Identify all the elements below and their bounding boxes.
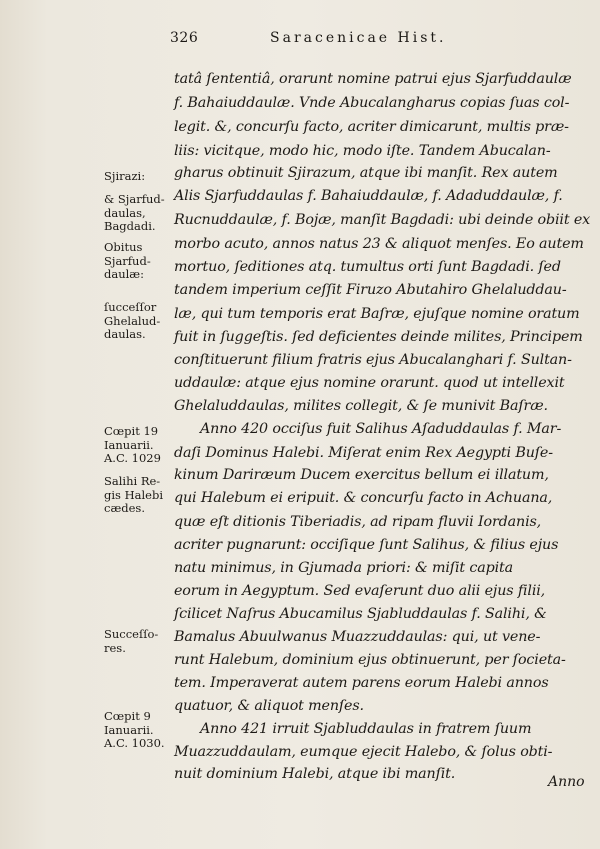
margin-note: ſucceſſor Ghelalud- daulas. [104, 300, 161, 341]
text-line: ſcilicet Naſrus Abucamilus Sjabluddaulas f. Salihi, & [174, 606, 547, 622]
text-line: gharus obtinuit Sjirazum, atque ibi manſit. Rex autem [174, 165, 558, 181]
text-line: fuit in ſuggeſtis. ſed deficientes deinde milites, Principem [174, 329, 583, 345]
text-line: Anno 421 irruit Sjabluddaulas in fratrem ſuum [200, 721, 532, 737]
text-line: qui Halebum ei eripuit. & concurſu facto in Achuana, [174, 490, 553, 506]
margin-note: Salihi Re- gis Halebi cædes. [104, 474, 164, 515]
margin-note: Cœpit 19 Ianuarii. A.C. 1029 [104, 424, 161, 465]
catchword: Anno [548, 774, 585, 790]
text-line: legit. &, concurſu facto, acriter dimicarunt, multis præ- [174, 119, 569, 135]
text-line: uddaulæ: atque ejus nomine orarunt. quod ut intellexit [174, 375, 565, 391]
text-line: runt Halebum, dominium ejus obtinuerunt, per ſocieta- [174, 652, 566, 668]
text-line: tem. Imperaverat autem parens eorum Halebi annos [174, 675, 549, 691]
text-line: conſtituerunt filium fratris ejus Abucalanghari f. Sultan- [174, 352, 572, 368]
text-line: Anno 420 occiſus fuit Salihus Aſaduddaulas f. Mar- [200, 421, 562, 437]
text-line: Rucnuddaulæ, f. Bojæ, manſit Bagdadi: ubi deinde obiit ex [174, 212, 591, 228]
text-line: quatuor, & aliquot menſes. [174, 698, 364, 714]
text-line: Alis Sjarfuddaulas f. Bahaiuddaulæ, f. Adaduddaulæ, f. [174, 188, 563, 204]
margin-note: Obitus Sjarfud- daulæ: [104, 240, 151, 281]
margin-note: Succeſſo- res. [104, 627, 159, 655]
text-line: kinum Dariræum Ducem exercitus bellum ei illatum, [174, 467, 549, 483]
margin-note: Cœpit 9 Ianuarii. A.C. 1030. [104, 709, 165, 750]
page-number: 326 [170, 30, 199, 46]
text-line: f. Bahaiuddaulæ. Vnde Abucalangharus copias ſuas col- [174, 95, 570, 111]
text-line: Bamalus Abuulwanus Muazzuddaulas: qui, ut vene- [174, 629, 541, 645]
text-line: tatâ ſententiâ, orarunt nomine patrui ejus Sjarfuddaulæ [174, 71, 572, 87]
text-line: natu minimus, in Gjumada priori: & miſit capita [174, 560, 513, 576]
margin-note: Sjirazi: [104, 169, 146, 183]
text-line: eorum in Aegyptum. Sed evaſerunt duo alii ejus filii, [174, 583, 546, 599]
text-line: quæ eſt ditionis Tiberiadis, ad ripam fluvii Iordanis, [174, 514, 542, 530]
text-line: daſi Dominus Halebi. Miſerat enim Rex Aegypti Buſe- [174, 445, 553, 461]
text-line: tandem imperium ceſſit Firuzo Abutahiro Ghelaluddau- [174, 282, 567, 298]
running-title: Saracenicae Hist. [270, 30, 447, 46]
text-line: morbo acuto, annos natus 23 & aliquot menſes. Eo autem [174, 236, 584, 252]
text-line: mortuo, ſeditiones atq. tumultus orti ſunt Bagdadi. ſed [174, 259, 561, 275]
text-line: læ, qui tum temporis erat Baſræ, ejuſque nomine oratum [174, 306, 580, 322]
text-line: Muazzuddaulam, eumque ejecit Halebo, & ſolus obti- [174, 744, 553, 760]
text-line: Ghelaluddaulas, milites collegit, & ſe munivit Baſræ. [174, 398, 548, 414]
page-header [170, 30, 570, 50]
text-line: acriter pugnarunt: occiſique ſunt Salihus, & filius ejus [174, 537, 559, 553]
text-line: nuit dominium Halebi, atque ibi manſit. [174, 766, 456, 782]
margin-note: & Sjarfud- daulas, Bagdadi. [104, 192, 165, 233]
text-line: liis: vicitque, modo hic, modo iſte. Tandem Abucalan- [174, 143, 551, 159]
